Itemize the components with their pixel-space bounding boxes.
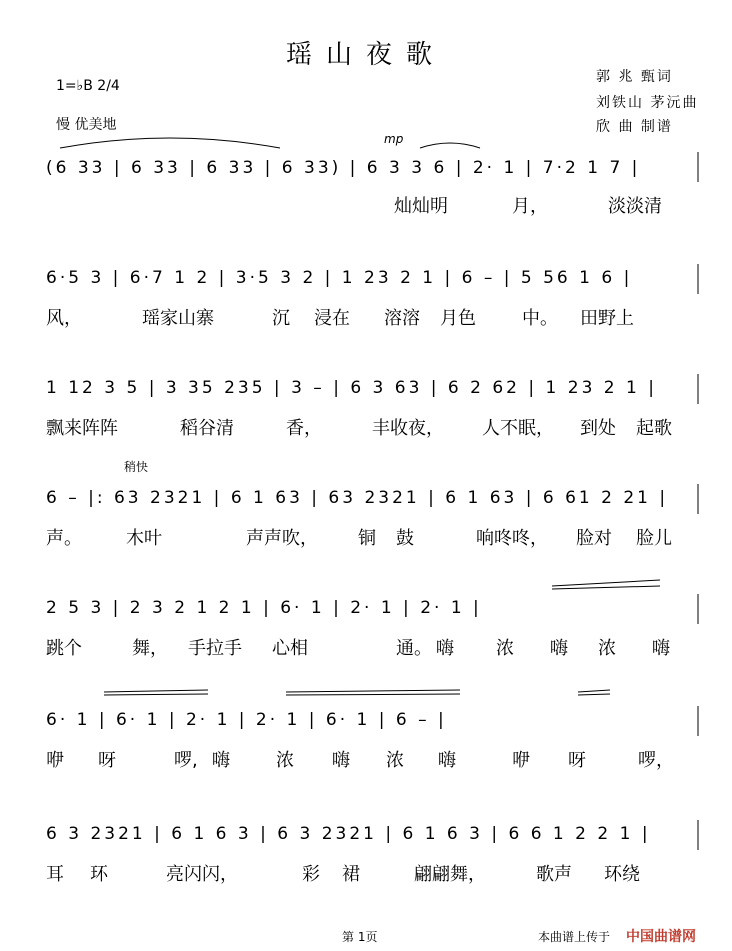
lyric: 嗨 [550,638,568,659]
lyric: 浓 [496,638,514,659]
lyric: 脸对 [576,528,612,549]
lyric: 亮闪闪， [166,864,238,885]
notation-row [42,150,702,190]
lyric: 咿 [46,750,64,771]
lyric: 舞， [132,638,168,659]
score-line-3 [42,372,702,484]
lyric: 木叶 [126,528,162,549]
lyric: 田野上 [580,308,634,329]
score-line-6 [42,704,702,816]
lyric: 月， [512,196,548,217]
lyric: 嗨 [212,750,230,771]
lyric: 心相 [272,638,308,659]
lyric: 呀 [568,750,586,771]
notation-text: 6 3 2321 | 6 1 6 3 | 6 3 2321 | 6 1 6 3 | 6 6 1 2 2 1 | [46,824,651,844]
notation-row [42,482,702,522]
lyrics-row [42,634,702,664]
lyric: 声。 [46,528,82,549]
lyric: 通。 [396,638,432,659]
score-line-1 [42,150,702,262]
notation-text: (6 33 | 6 33 | 6 33 | 6 33) | 6 3 3 6 | 2· 1 | 7·2 1 7 | [46,158,641,178]
lyric: 浸在 [314,308,350,329]
lyric: 淡淡清 [608,196,662,217]
tempo-change-mark: 稍快 [124,460,149,474]
lyric: 溶溶 [384,308,420,329]
transcriber-credit: 欣 曲 制谱 [596,119,673,135]
notation-row [42,818,702,858]
lyric: 环绕 [604,864,640,885]
lyrics-row [42,192,702,222]
composer-credit: 刘铁山 茅沅曲 [596,95,699,111]
lyric: 耳 [46,864,64,885]
lyric: 人不眠， [482,418,554,439]
lyric: 鼓 [396,528,414,549]
lyric: 咿 [512,750,530,771]
lyrics-row [42,304,702,334]
lyric: 风， [46,308,82,329]
score-line-5 [42,592,702,704]
lyric: 飘来阵阵 [46,418,118,439]
lyric: 浓 [598,638,616,659]
notation-text: 6 – |: 63 2321 | 6 1 63 | 63 2321 | 6 1 63 | 6 61 2 21 | [46,488,669,508]
lyric: 嗨 [438,750,456,771]
lyric: 彩 [302,864,320,885]
lyric: 中。 [522,308,558,329]
notation-text: 1 12 3 5 | 3 35 235 | 3 – | 6 3 63 | 6 2 62 | 1 23 2 1 | [46,378,657,398]
lyric: 嗨 [332,750,350,771]
lyric: 到处 [580,418,616,439]
notation-row [42,372,702,412]
tempo-marking: 慢 优美地 [56,117,117,133]
lyric: 啰， [638,750,674,771]
lyric: 瑶家山寨 [142,308,214,329]
lyrics-row [42,860,702,890]
lyric: 呀 [98,750,116,771]
notation-row [42,592,702,632]
notation-text: 6·5 3 | 6·7 1 2 | 3·5 3 2 | 1 23 2 1 | 6 – | 5 56 1 6 | [46,268,633,288]
lyricist-credit: 郭 兆 甄词 [596,69,673,85]
notation-text: 2 5 3 | 2 3 2 1 2 1 | 6· 1 | 2· 1 | 2· 1 | [46,598,482,618]
score-line-4 [42,482,702,594]
score-line-7 [42,818,702,930]
dynamic-mark: mp [384,132,404,146]
lyric: 翩翩舞， [414,864,486,885]
lyric: 铜 [358,528,376,549]
lyric: 稻谷清 [180,418,234,439]
page-number: 第 1页 [342,930,378,944]
lyric: 裙 [342,864,360,885]
lyric: 灿灿明 [394,196,448,217]
lyrics-row [42,524,702,554]
lyrics-row [42,746,702,776]
lyric: 香， [286,418,322,439]
notation-row [42,262,702,302]
lyric: 环 [90,864,108,885]
lyric: 浓 [386,750,404,771]
notation-text: 6· 1 | 6· 1 | 2· 1 | 2· 1 | 6· 1 | 6 – | [46,710,447,730]
notation-row [42,704,702,744]
song-title: 瑶山夜歌 [285,40,446,70]
lyric: 跳个 [46,638,82,659]
lyric: 沉 [272,308,290,329]
lyric: 起歌 [636,418,672,439]
lyric: 响咚咚， [476,528,548,549]
lyric: 丰收夜， [372,418,444,439]
lyric: 歌声 [536,864,572,885]
lyric: 手拉手 [188,638,242,659]
lyrics-row [42,414,702,444]
site-logo: 中国曲谱网 [626,929,696,945]
lyric: 嗨 [652,638,670,659]
lyric: 嗨 [436,638,454,659]
score-line-2 [42,262,702,374]
lyric: 浓 [276,750,294,771]
lyric: 脸儿 [636,528,672,549]
upload-note: 本曲谱上传于 [538,930,611,944]
lyric: 啰, [174,750,198,771]
lyric: 月色 [440,308,476,329]
key-signature: 1=♭B 2/4 [56,78,120,94]
lyric: 声声吹， [246,528,318,549]
